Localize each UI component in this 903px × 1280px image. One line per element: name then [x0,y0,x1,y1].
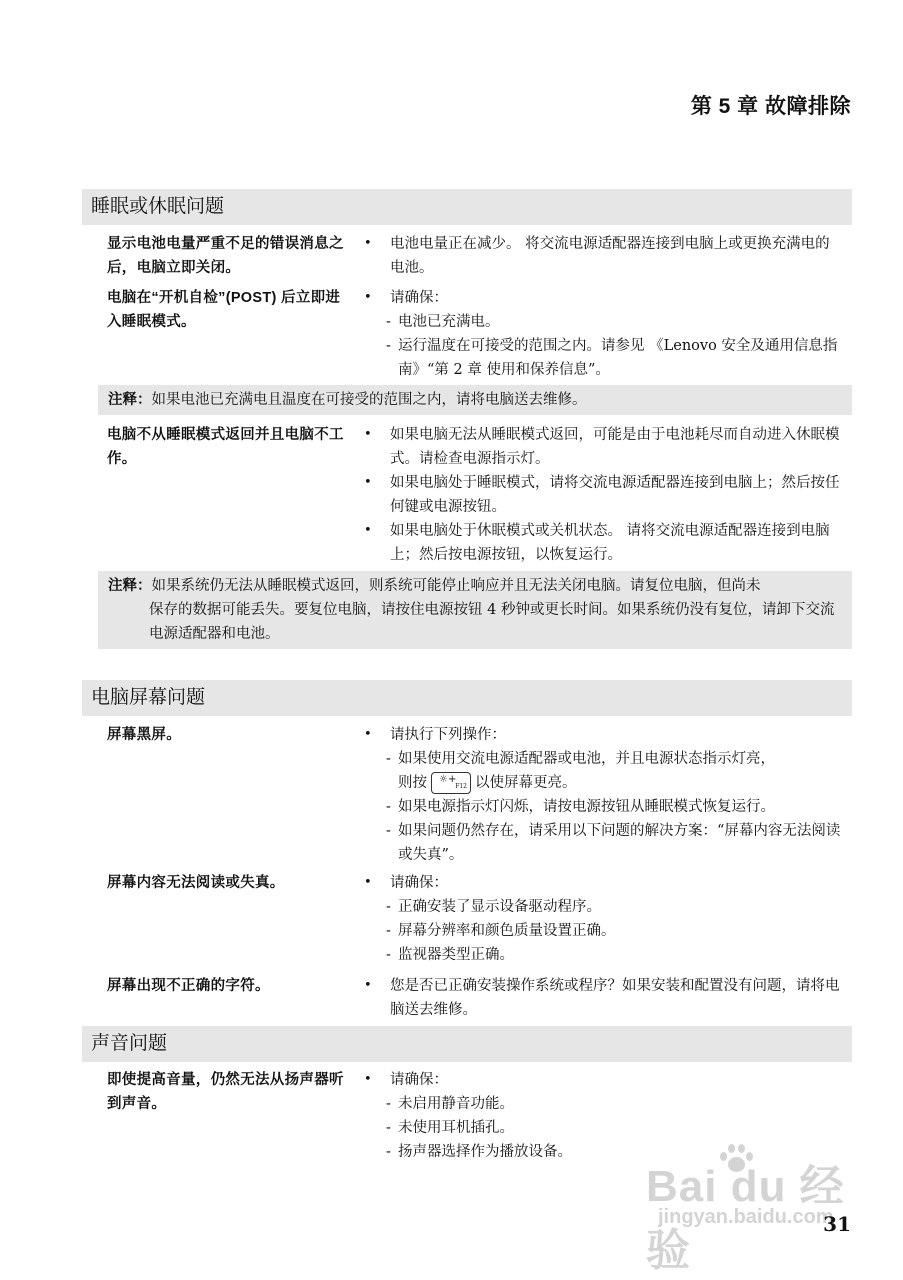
problem-text: 电脑在“开机自检”(POST) 后立即进入睡眠模式。 [107,290,341,330]
solution: • 您是否已正确安装操作系统或程序？如果安装和配置没有问题，请将电脑送去维修。 [364,974,842,1022]
bullet-icon: • [364,290,372,305]
page-number: 31 [823,1212,851,1236]
solution: • 请确保： - 正确安装了显示设备驱动程序。 - 屏幕分辨率和颜色质量设置正确。 - 监视器类型正确。 [364,871,842,967]
bullet-icon: • [364,523,372,538]
brightness-up-key-icon: ☼+ F12 [431,772,471,794]
baidu-watermark: Bai du 经验 jingyan.baidu.com [640,1150,870,1240]
problem-text: 电脑不从睡眠模式返回并且电脑不工作。 [107,427,344,467]
bullet-icon: • [364,236,372,251]
bullet-icon: • [364,875,372,890]
section-header-screen: 电脑屏幕问题 [82,680,852,716]
note-box: 注释：如果系统仍无法从睡眠模式返回，则系统可能停止响应并且无法关闭电脑。请复位电脑，但尚未 保存的数据可能丢失。要复位电脑，请按住电源按钮 4 秒钟或更长时间。如果系统仍没有复位，请卸下交流电源适配器和电池。 [98,571,852,649]
chapter-title: 第 5 章 故障排除 [690,95,851,118]
bullet-icon: • [364,1072,372,1087]
bullet-icon: • [364,727,372,742]
solution: • 如果电脑无法从睡眠模式返回，可能是由于电池耗尽而自动进入休眠模式。请检查电源指示灯。 • 如果电脑处于睡眠模式，请将交流电源适配器连接到电脑上；然后按任何键或电源按钮。 • 如果电脑处于休眠模式或关机状态。 请将交流电源适配器连接到电脑上；然后按电源按钮，以恢复运行。 [364,423,842,567]
problem-text: 即使提高音量，仍然无法从扬声器听到声音。 [107,1072,344,1112]
problem-text: 显示电池电量严重不足的错误消息之后，电脑立即关闭。 [107,236,344,276]
bullet-icon: • [364,475,372,490]
bullet-icon: • [364,978,372,993]
solution: • 请确保： - 电池已充满电。 - 运行温度在可接受的范围之内。请参见 《Lenovo 安全及通用信息指南》“第 2 章 使用和保养信息”。 [364,286,842,382]
solution: • 请执行下列操作： - 如果使用交流电源适配器或电池，并且电源状态指示灯亮， 则按 ☼+ F12 以使屏幕更亮。 - 如果电源指示灯闪烁，请按电源按钮从睡眠模式恢复运行。 - 如果问题仍然存在，请采用以下问题的解决方案：“屏幕内容无法阅读或失真”。 [364,723,842,867]
solution: • 电池电量正在减少。 将交流电源适配器连接到电脑上或更换充满电的电池。 [364,232,842,280]
bullet-icon: • [364,427,372,442]
solution: • 请确保： - 未启用静音功能。 - 未使用耳机插孔。 - 扬声器选择作为播放设备。 [364,1068,842,1164]
problem-text: 屏幕内容无法阅读或失真。 [107,875,285,891]
note-box: 注释：如果电池已充满电且温度在可接受的范围之内，请将电脑送去维修。 [98,385,852,415]
section-header-sleep: 睡眠或休眠问题 [82,189,852,225]
problem-text: 屏幕出现不正确的字符。 [107,978,270,994]
problem-text: 屏幕黑屏。 [107,727,181,743]
section-header-sound: 声音问题 [82,1026,852,1062]
